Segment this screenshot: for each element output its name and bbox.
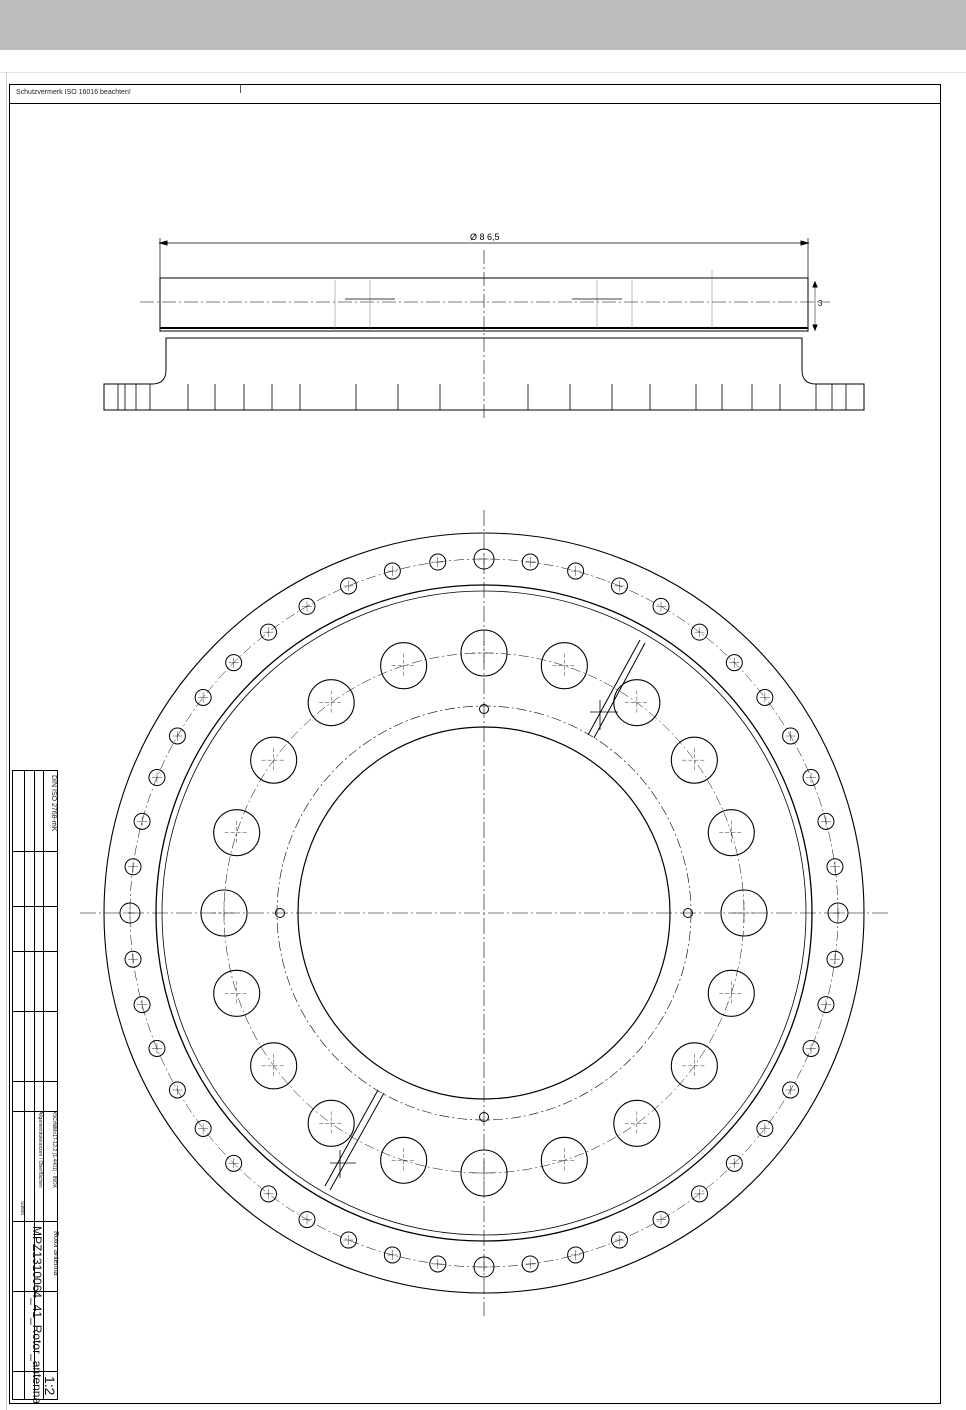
slot-lower-a xyxy=(325,1090,378,1186)
part-description: Rotor antenna xyxy=(52,1231,59,1276)
inner-bolt-hole xyxy=(614,1100,660,1146)
outer-bolt-hole xyxy=(692,1186,708,1202)
outer-bolt-hole xyxy=(522,554,538,570)
outer-bolt-hole xyxy=(260,1186,276,1202)
outer-bolt-hole xyxy=(125,951,141,967)
outer-bolt-hole xyxy=(341,1232,357,1248)
inner-bolt-hole xyxy=(671,1043,717,1089)
outer-bolt-hole xyxy=(430,554,446,570)
outer-bolt-hole xyxy=(827,859,843,875)
outer-bolt-hole xyxy=(134,813,150,829)
outer-bolt-hole xyxy=(803,1040,819,1056)
outer-bolt-hole xyxy=(568,563,584,579)
dim-arrow-left xyxy=(160,241,167,245)
outer-bolt-hole xyxy=(611,1232,627,1248)
slot-upper-a xyxy=(588,640,640,735)
inner-bolt-hole xyxy=(671,737,717,783)
outer-bolt-hole xyxy=(726,655,742,671)
outer-bolt-hole xyxy=(226,1155,242,1171)
drawing-number: MPZ1310064_41_Rotor_antenna xyxy=(30,1226,44,1405)
drawing-scale: 1:2 xyxy=(42,1376,58,1396)
outer-bolt-hole xyxy=(726,1155,742,1171)
outer-bolt-hole xyxy=(299,1212,315,1228)
inner-bolt-hole xyxy=(381,643,427,689)
inner-bolt-hole xyxy=(614,680,660,726)
outer-bolt-hole xyxy=(568,1247,584,1263)
inner-bolt-hole xyxy=(308,680,354,726)
outer-bolt-hole xyxy=(430,1256,446,1272)
inner-bolt-hole xyxy=(251,737,297,783)
side-view xyxy=(104,238,864,418)
inner-bolt-hole xyxy=(708,970,754,1016)
diameter-dimension-text: Ø 8 6,5 xyxy=(470,232,500,242)
outer-bolt-hole xyxy=(384,563,400,579)
inner-bolt-hole xyxy=(381,1137,427,1183)
protection-note: Schutzvermerk ISO 16016 beachten! xyxy=(16,89,131,96)
inner-bolt-hole xyxy=(308,1100,354,1146)
outer-bolt-hole xyxy=(195,689,211,705)
outer-bolt-hole xyxy=(783,728,799,744)
outer-bolt-hole xyxy=(149,770,165,786)
flange-hole-lines xyxy=(118,384,846,410)
outer-bolt-hole xyxy=(611,578,627,594)
outer-bolt-hole xyxy=(169,1082,185,1098)
top-view xyxy=(80,510,888,1316)
inner-bolt-hole xyxy=(708,810,754,856)
outer-bolt-hole xyxy=(125,859,141,875)
dim-arrow-right xyxy=(801,241,808,245)
outer-bolt-hole xyxy=(341,578,357,594)
outer-bolt-hole xyxy=(692,624,708,640)
material-spec: X5CrNiMo17-12-2 (1.4401) - INOX xyxy=(51,1111,57,1188)
outer-bolt-hole xyxy=(757,689,773,705)
outer-bolt-hole xyxy=(818,813,834,829)
outer-bolt-hole xyxy=(226,655,242,671)
inner-bolt-hole xyxy=(251,1043,297,1089)
outer-bolt-hole xyxy=(149,1040,165,1056)
outer-bolt-hole xyxy=(653,1212,669,1228)
tolerance-standard: DIN ISO 2768-mK xyxy=(50,775,57,832)
inner-bolt-hole xyxy=(541,1137,587,1183)
inner-bolt-hole xyxy=(541,643,587,689)
outer-bolt-hole xyxy=(169,728,185,744)
inner-bolt-hole xyxy=(214,810,260,856)
tolerance-note: Allgemeintoleranzen / Oberflächen xyxy=(37,1111,43,1188)
outer-bolt-hole xyxy=(783,1082,799,1098)
outer-bolt-hole xyxy=(818,997,834,1013)
outer-bolt-hole xyxy=(827,951,843,967)
inner-bolt-hole xyxy=(214,970,260,1016)
outer-bolt-hole xyxy=(384,1247,400,1263)
outer-bolt-hole xyxy=(260,624,276,640)
outer-bolt-hole xyxy=(757,1121,773,1137)
height-dimension-text: 3 xyxy=(818,299,823,308)
outer-bolt-hole xyxy=(134,997,150,1013)
outer-bolt-hole xyxy=(195,1121,211,1137)
signature: Siebel xyxy=(19,1201,25,1215)
outer-bolt-hole xyxy=(522,1256,538,1272)
title-block xyxy=(12,770,59,1405)
outer-bolt-hole xyxy=(299,598,315,614)
outer-bolt-hole xyxy=(653,598,669,614)
outer-bolt-hole xyxy=(803,770,819,786)
